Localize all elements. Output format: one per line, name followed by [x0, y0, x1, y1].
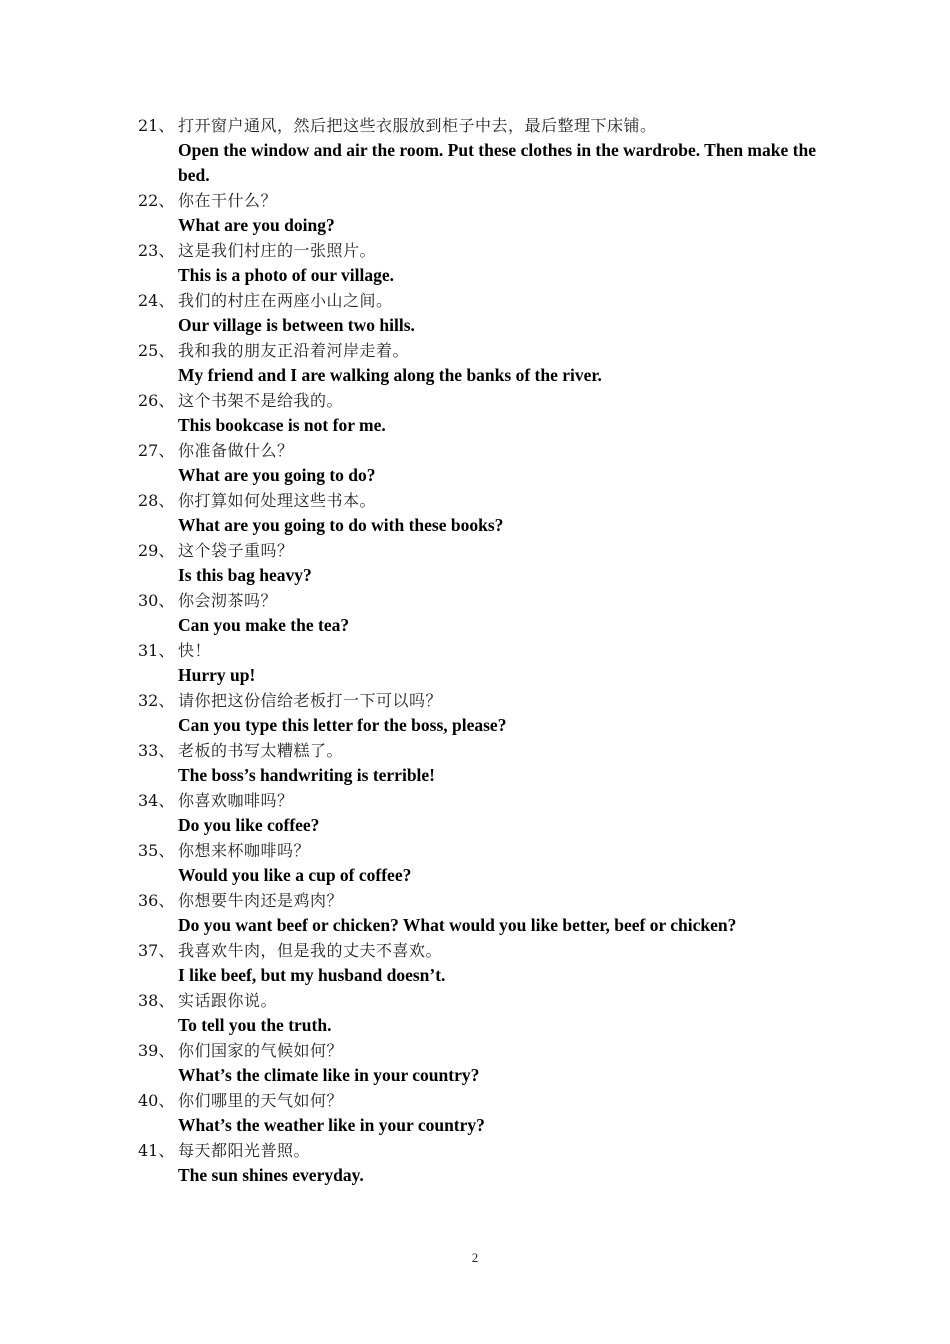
- item-number: 40、: [138, 1091, 175, 1110]
- english-translation: This is a photo of our village.: [178, 265, 395, 285]
- english-translation: I like beef, but my husband doesn’t.: [178, 965, 446, 985]
- english-translation: Hurry up!: [178, 665, 256, 685]
- list-item: [138, 338, 828, 388]
- list-item: [138, 988, 828, 1038]
- item-number: 31、: [138, 641, 175, 660]
- list-item: [138, 288, 828, 338]
- item-number: 35、: [138, 841, 175, 860]
- item-number: 37、: [138, 941, 175, 960]
- chinese-sentence: 快！: [178, 641, 212, 660]
- item-number: 27、: [138, 441, 175, 460]
- chinese-sentence: 你准备做什么？: [178, 441, 294, 460]
- list-item: [138, 438, 828, 488]
- list-item: [138, 488, 828, 538]
- list-item: [138, 888, 828, 938]
- item-number: 38、: [138, 991, 175, 1010]
- english-translation: The boss’s handwriting is terrible!: [178, 765, 436, 785]
- item-number: 32、: [138, 691, 175, 710]
- chinese-sentence: 你会沏茶吗？: [178, 591, 278, 610]
- chinese-sentence: 你在干什么？: [178, 191, 278, 210]
- english-translation: Open the window and air the room. Put these clothes in the wardrobe. Then make the bed.: [178, 140, 816, 185]
- item-number: 23、: [138, 241, 175, 260]
- item-number: 26、: [138, 391, 175, 410]
- list-item: [138, 113, 828, 188]
- english-translation: What’s the weather like in your country?: [178, 1115, 485, 1135]
- item-number: 36、: [138, 891, 175, 910]
- item-number: 24、: [138, 291, 175, 310]
- chinese-sentence: 我喜欢牛肉，但是我的丈夫不喜欢。: [178, 941, 443, 960]
- chinese-sentence: 请你把这份信给老板打一下可以吗？: [178, 691, 443, 710]
- chinese-sentence: 打开窗户通风，然后把这些衣服放到柜子中去，最后整理下床铺。: [178, 116, 657, 135]
- item-number: 39、: [138, 1041, 175, 1060]
- item-number: 33、: [138, 741, 175, 760]
- english-translation: What are you going to do?: [178, 465, 376, 485]
- english-translation: The sun shines everyday.: [178, 1165, 364, 1185]
- list-item: [138, 538, 828, 588]
- english-translation: Do you like coffee?: [178, 815, 320, 835]
- chinese-sentence: 这个袋子重吗？: [178, 541, 294, 560]
- item-number: 22、: [138, 191, 175, 210]
- page-number: 2: [471, 1250, 479, 1265]
- english-translation: To tell you the truth.: [178, 1015, 332, 1035]
- list-item: [138, 688, 828, 738]
- english-translation: My friend and I are walking along the banks of the river.: [178, 365, 602, 385]
- english-translation: This bookcase is not for me.: [178, 415, 386, 435]
- item-number: 29、: [138, 541, 175, 560]
- chinese-sentence: 老板的书写太糟糕了。: [178, 741, 344, 760]
- list-item: [138, 788, 828, 838]
- chinese-sentence: 实话跟你说。: [178, 991, 278, 1010]
- chinese-sentence: 我和我的朋友正沿着河岸走着。: [178, 341, 410, 360]
- chinese-sentence: 这是我们村庄的一张照片。: [178, 241, 377, 260]
- list-item: [138, 388, 828, 438]
- list-item: [138, 738, 828, 788]
- chinese-sentence: 每天都阳光普照。: [178, 1141, 311, 1160]
- english-translation: What are you going to do with these books?: [178, 515, 504, 535]
- chinese-sentence: 你们国家的气候如何？: [178, 1041, 344, 1060]
- chinese-sentence: 你们哪里的天气如何？: [178, 1091, 344, 1110]
- chinese-sentence: 你喜欢咖啡吗？: [178, 791, 294, 810]
- list-item: [138, 1138, 828, 1188]
- item-number: 21、: [138, 116, 175, 135]
- list-item: [138, 1038, 828, 1088]
- english-translation: What’s the climate like in your country?: [178, 1065, 480, 1085]
- english-translation: Can you type this letter for the boss, please?: [178, 715, 507, 735]
- list-item: [138, 938, 828, 988]
- list-item: [138, 188, 828, 238]
- item-number: 25、: [138, 341, 175, 360]
- chinese-sentence: 你打算如何处理这些书本。: [178, 491, 377, 510]
- list-item: [138, 838, 828, 888]
- chinese-sentence: 你想要牛肉还是鸡肉？: [178, 891, 344, 910]
- sentence-list: [138, 113, 828, 1188]
- english-translation: Our village is between two hills.: [178, 315, 415, 335]
- item-number: 30、: [138, 591, 175, 610]
- list-item: [138, 238, 828, 288]
- english-translation: What are you doing?: [178, 215, 335, 235]
- item-number: 28、: [138, 491, 175, 510]
- english-translation: Would you like a cup of coffee?: [178, 865, 412, 885]
- list-item: [138, 1088, 828, 1138]
- list-item: [138, 588, 828, 638]
- list-item: [138, 638, 828, 688]
- chinese-sentence: 我们的村庄在两座小山之间。: [178, 291, 393, 310]
- english-translation: Can you make the tea?: [178, 615, 350, 635]
- chinese-sentence: 这个书架不是给我的。: [178, 391, 344, 410]
- chinese-sentence: 你想来杯咖啡吗？: [178, 841, 311, 860]
- item-number: 34、: [138, 791, 175, 810]
- english-translation: Do you want beef or chicken? What would you like better, beef or chicken?: [178, 915, 737, 935]
- english-translation: Is this bag heavy?: [178, 565, 312, 585]
- item-number: 41、: [138, 1141, 175, 1160]
